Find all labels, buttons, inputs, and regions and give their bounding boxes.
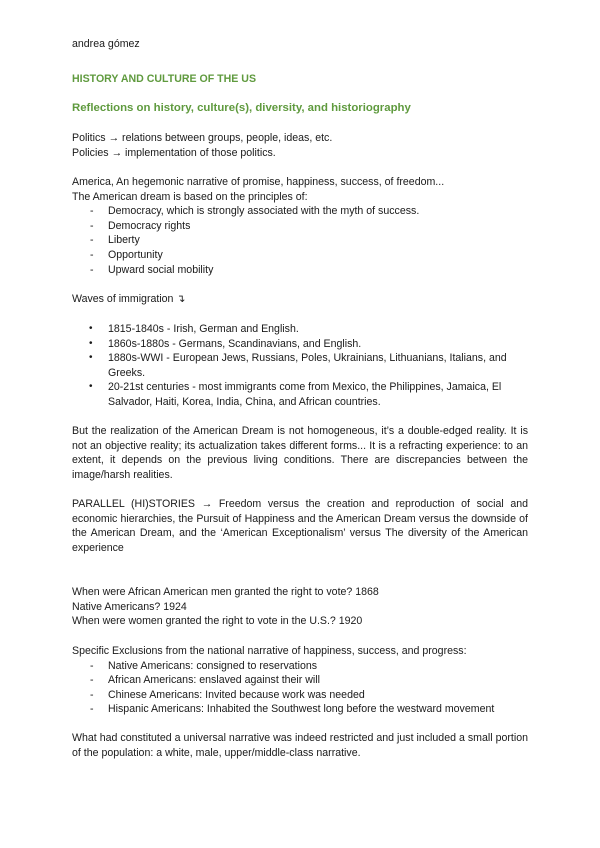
list-item: - Upward social mobility [72, 263, 528, 278]
list-item: • 20-21st centuries - most immigrants come from Mexico, the Philippines, Jamaica, El Salvador, Haiti, Korea, India, China, and African countries. [72, 380, 528, 409]
dream-principles-list [72, 204, 528, 277]
document-subtitle: Reflections on history, culture(s), diversity, and historiography [72, 102, 411, 114]
america-narrative-line: America, An hegemonic narrative of promise, happiness, success, of freedom... [72, 176, 445, 188]
politics-line: Politics → relations between groups, people, ideas, etc. [72, 132, 333, 144]
politics-definitions [72, 131, 528, 160]
immigration-heading: Waves of immigration ↴ [72, 293, 186, 305]
exclusions-section [72, 644, 528, 717]
vote-line-african-american: When were African American men granted the right to vote? 1868 [72, 586, 379, 598]
parallel-histories-paragraph: PARALLEL (HI)STORIES → Freedom versus the creation and reproduction of social and economic hierarchies, the Pursuit of Happiness and the American Dream versus the downside of the American Dream, and the ‘American Exceptionalism’ versus The diversity of the American experience [72, 498, 528, 554]
list-item: - Democracy, which is strongly associated with the myth of success. [72, 204, 528, 219]
author-name: andrea gómez [72, 38, 140, 50]
document-title: HISTORY AND CULTURE OF THE US [72, 73, 257, 85]
list-item: - Opportunity [72, 248, 528, 263]
voting-rights-section [72, 585, 528, 629]
list-item: - Hispanic Americans: Inhabited the Southwest long before the westward movement [72, 702, 528, 717]
dream-principles-intro: The American dream is based on the principles of: [72, 190, 308, 203]
vote-line-native-american: Native Americans? 1924 [72, 600, 187, 613]
list-item: • 1880s-WWI - European Jews, Russians, Poles, Ukrainians, Lithuanians, Italians, and Greeks. [72, 351, 528, 380]
list-item: - Democracy rights [72, 219, 528, 234]
list-item: - Liberty [72, 233, 528, 248]
exclusions-list [72, 659, 528, 717]
list-item: - Chinese Americans: Invited because work was needed [72, 688, 528, 703]
realization-paragraph: But the realization of the American Dream is not homogeneous, it’s a double-edged reality. It is not an objective reality; its actualization takes different forms... It is a refracting experience: to an extent, it depends on the previous living conditions. There are discrepancies between the image/harsh realities. [72, 425, 528, 481]
list-item: - African Americans: enslaved against their will [72, 673, 528, 688]
list-item: - Native Americans: consigned to reservations [72, 659, 528, 674]
immigration-waves-list [72, 322, 528, 410]
american-dream-section [72, 175, 528, 277]
policies-line: Policies → implementation of those politics. [72, 146, 276, 159]
list-item: • 1860s-1880s - Germans, Scandinavians, and English. [72, 337, 528, 352]
exclusions-heading: Specific Exclusions from the national narrative of happiness, success, and progress: [72, 645, 467, 657]
closing-paragraph: What had constituted a universal narrative was indeed restricted and just included a small portion of the population: a white, male, upper/middle-class narrative. [72, 732, 528, 759]
vote-line-women: When were women granted the right to vote in the U.S.? 1920 [72, 615, 363, 628]
list-item: • 1815-1840s - Irish, German and English. [72, 322, 528, 337]
